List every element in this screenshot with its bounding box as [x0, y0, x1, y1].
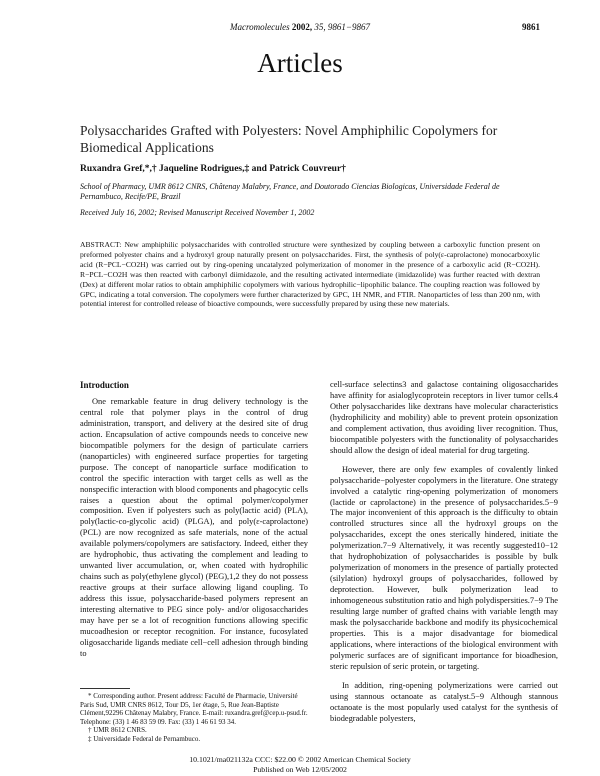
intro-paragraph: One remarkable feature in drug delivery technology is the central role that polymer plays in the control of drug administration, transport, and delivery at the desired site of drug action. Encapsulation of active compounds needs to conceive new biocompatible polymers for the design of particulate carriers (nanoparticles) with engineered surface properties for targeting purpose. The concept of nanoparticle surface modification to control the specific interaction with target cells as well as the nonspecific interaction with blood components and phagocytic cells raises a question about the optimal polymer/copolymer composition. Even if polyesters such as poly(lactic acid) (PLA), poly(lactic-co-glycolic acid) (PLGA), and poly(ε-caprolactone) (PCL) are now recognized as safe materials, none of the actual available polymers/copolymers are satisfactory. Indeed, either they are hydrophobic, thus activating the complement and leading to unwanted liver accumulation, or, when coated with hydrophilic chains such as poly(ethylene glycol) (PEG),1,2 they do not possess reactive groups at their surface allowing ligand coupling. To address this issue, polysaccharide-based polymers represent an interesting alternative to PEG since poly- and/or oligosaccharides may have per se a lot of recognition functions allowing specific mucoadhesion or receptor recognition. For instance, fucosylated oligosaccharide ligands mediate cell−cell adhesion through binding to	[80, 396, 308, 658]
doi-line: 10.1021/ma021132a CCC: $22.00 © 2002 American Chemical Society	[189, 755, 411, 764]
body-paragraph: In addition, ring-opening polymerizations were carried out using stannous octanoate as catalyst.5−9 Although stannous octanoate is the most popularly used catalyst for the synthesis of biodegradable polyesters,	[330, 680, 558, 723]
received-dates: Received July 16, 2002; Revised Manuscript Received November 1, 2002	[80, 208, 315, 217]
footnote-rule	[80, 688, 130, 689]
page-footer	[0, 755, 600, 775]
right-column	[330, 380, 558, 755]
journal-volume: 35,	[314, 22, 326, 32]
affiliation: School of Pharmacy, UMR 8612 CNRS, Châtenay Malabry, France, and Doutorado Ciencias Biologicas, Universidade Federal de Pernambuco, Recife/PE, Brazil	[80, 182, 500, 201]
footnote-corresponding: * Corresponding author. Present address: Faculté de Pharmacie, Université Paris Sud, UMR CNRS 8612, Tour D5, 1er étage, 5, Rue Jean-Baptiste Clément,92296 Châtenay Malabry, France. E-mail: ruxandra.gref@cep.u-psud.fr. Telephone: (33) 1 46 83 59 09. Fax: (33) 1 46 61 93 34.	[80, 692, 308, 726]
body-paragraph: However, there are only few examples of covalently linked polysaccharide−polyester copolymers in the literature. One strategy involved a catalytic ring-opening polymerization of monomers (lactide or caprolactone) in the presence of polysaccharides.5−9 The major inconvenient of this approach is the difficulty to obtain controlled structures since all the hydroxyl groups on the polysaccharides, except the ones sterically hindered, initiate the polymerization.7−9 Alternatively, it was recently suggested10−12 that hydrophobization of polysaccharides is possible by bulk polymerization of monomers in the presence of partially protected (silylation) hydroxyl groups of polysaccharides, followed by deprotection. However, bulk polymerization lead to inhomogeneous substitution ratio and high polydispersities.7−9 The resulting large number of grafted chains with variable length may mask the polysaccharide backbone and modify its physicochemical properties. This is a major disadvantage for biomedical applications, where interactions of the biological environment with polymeric surfaces are of significant importance for bioadhesion, steric repulsion of seric protein, or targeting.	[330, 464, 558, 671]
section-heading: Articles	[257, 48, 343, 78]
footnote-affil-2: ‡ Universidade Federal de Pernambuco.	[88, 734, 201, 743]
article-title: Polysaccharides Grafted with Polyesters: Novel Amphiphilic Copolymers for Biomedical Applications	[80, 123, 498, 155]
author-list: Ruxandra Gref,*,† Jaqueline Rodrigues,‡ and Patrick Couvreur†	[80, 164, 346, 174]
intro-heading: Introduction	[80, 380, 129, 390]
body-paragraph: cell-surface selectins3 and galactose containing oligosaccharides have affinity for asialoglycoprotein receptors in liver tumor cells.4 Other polysaccharides like dextrans have molecular characteristics (hydrophilicity and mobility) able to prevent protein opsonization and complement activation, thus avoiding liver recognition. Thus, biocompatible polyesters with the functionality of polysaccharides should allow the design of ideal material for drug targeting.	[330, 380, 558, 455]
footnotes	[80, 692, 308, 744]
journal-year: 2002,	[291, 22, 313, 32]
journal-pages: 9861−9867	[327, 22, 370, 32]
publication-date: Published on Web 12/05/2002	[253, 765, 347, 774]
page-number: 9861	[522, 22, 540, 32]
running-header	[60, 22, 540, 36]
journal-citation	[60, 22, 540, 32]
abstract: ABSTRACT: New amphiphilic polysaccharides with controlled structure were synthesized by coupling between a carboxylic function present on preformed polyester chains and a hydroxyl group naturally present on polysaccharides. First, the synthesis of poly(ε-caprolactone) monocarboxylic acid (R−PCL−CO2H) was carried out by ring-opening uncatalyzed polymerization of monomer in the presence of a carboxylic acid (R−CO2H). R−PCL−CO2H was then reacted with carbonyl diimidazole, and the resulting activated intermediate (imidazolide) was further reacted with dextran (Dex) at different molar ratios to obtain amphiphilic copolymers with various hydrophilic−lipophilic balance. The coupling reaction was followed by GPC, indicating a total conversion. The copolymers were further characterized by GPC, 1H NMR, and FTIR. Nanoparticles of less than 200 nm, with potential interest for controlled release of bioactive compounds, were successfully prepared by using these new materials.	[80, 240, 540, 309]
journal-name: Macromolecules	[230, 22, 290, 32]
footnote-affil-1: † UMR 8612 CNRS.	[88, 726, 147, 735]
